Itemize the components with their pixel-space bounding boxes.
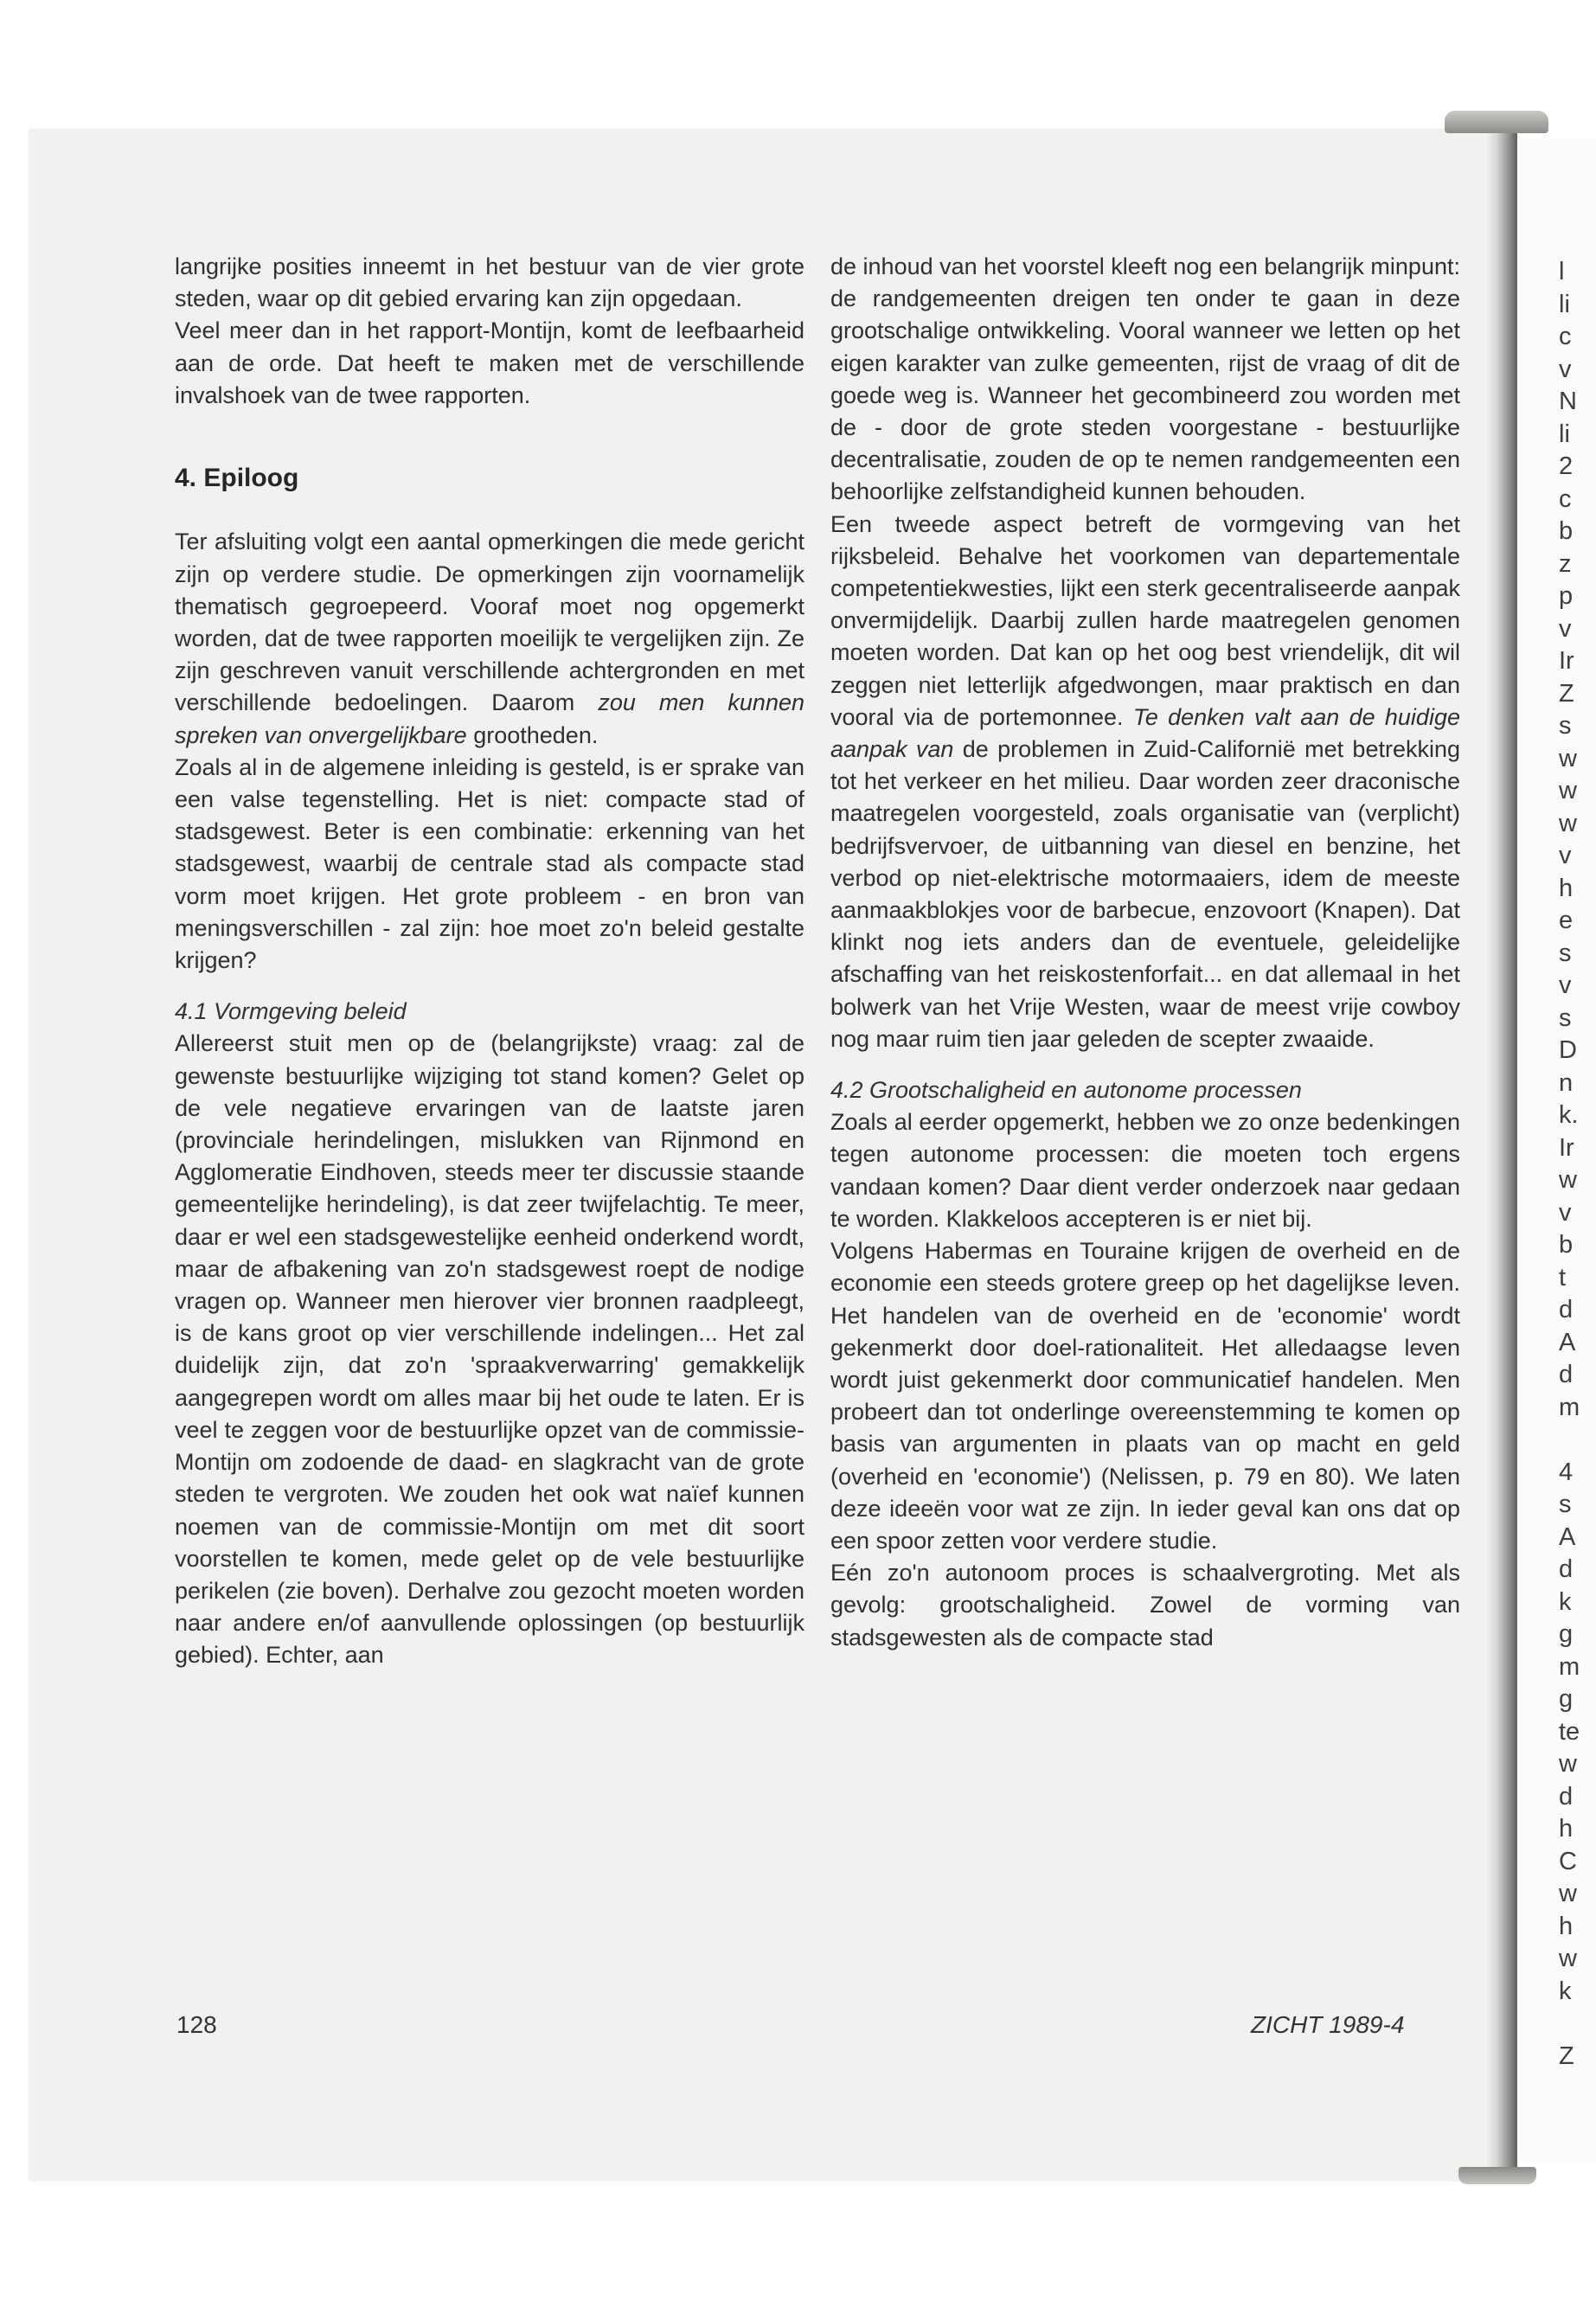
adjacent-page-fragment: c: [1559, 323, 1572, 350]
adjacent-page-fragment: w: [1559, 1750, 1577, 1778]
adjacent-page-fragment: v: [1559, 355, 1572, 383]
paragraph: Zoals al eerder opgemerkt, hebben we zo onze bedenkingen tegen autonome processen: die moeten toch ergens vandaan komen? Daar dient verder onderzoek naar gedaan te worden. Klakkeloos accepteren is er niet bij.: [830, 1109, 1460, 1232]
book-spine-shadow: [1484, 121, 1517, 2180]
adjacent-page-fragment: d: [1559, 1361, 1574, 1388]
adjacent-page-fragment: Ir: [1559, 1133, 1574, 1162]
paragraph: [175, 526, 804, 751]
adjacent-page-fragment: l: [1559, 258, 1565, 285]
adjacent-page-fragment: li: [1559, 420, 1570, 448]
left-column: [175, 251, 804, 1672]
paragraph-italic-text: Te denken valt aan de huidige aanpak van: [830, 703, 1460, 763]
adjacent-page-fragment: d: [1559, 1555, 1574, 1583]
book-binding-top: [1445, 111, 1548, 133]
adjacent-page-edge: [1517, 138, 1596, 2163]
book-binding-bottom: [1458, 2167, 1536, 2184]
paragraph: Veel meer dan in het rapport-Montijn, komt de leefbaarheid aan de orde. Dat heeft te maken met de verschillende invalshoek van de twee rapporten.: [175, 317, 804, 408]
adjacent-page-fragment: c: [1559, 484, 1572, 513]
adjacent-page-fragment: s: [1559, 1003, 1572, 1032]
subsection-heading: 4.2 Grootschaligheid en autonome processen: [830, 1077, 1302, 1104]
adjacent-page-fragment: t: [1559, 1263, 1567, 1292]
adjacent-page-fragment: g: [1559, 1620, 1574, 1648]
adjacent-page-fragment: A: [1559, 1328, 1576, 1356]
adjacent-page-fragment: k.: [1559, 1101, 1579, 1129]
adjacent-page-fragment: w: [1559, 809, 1577, 837]
adjacent-page-fragment: d: [1559, 1782, 1574, 1811]
journal-title: ZICHT 1989-4: [1251, 2011, 1405, 2038]
adjacent-page-fragment: b: [1559, 1231, 1574, 1259]
adjacent-page-fragment: 2: [1559, 452, 1574, 480]
adjacent-page-fragment: p: [1559, 582, 1574, 610]
adjacent-page-fragment: te: [1559, 1717, 1580, 1746]
adjacent-page-fragment: w: [1559, 744, 1577, 772]
paragraph: [830, 509, 1460, 1055]
paragraph: de inhoud van het voorstel kleeft nog een belangrijk minpunt: de randgemeenten dreigen ten onder te gaan in deze grootschalige ontwikkeling. Vooral wanneer we letten op het eigen karakter van zulke gemeenten, rijst de vraag of dit de goede weg is. Wanneer het gecombineerd zou worden met de - door de grote steden voorgestane - bestuurlijke decentralisatie, zouden de op te nemen randgemeenten een behoorlijke zelfstandigheid kunnen behouden.: [830, 253, 1460, 505]
paragraph-text: Een tweede aspect betreft de vormgeving van het rijksbeleid. Behalve het voorkomen van departementale competentiekwesties, lijkt een sterk gecentraliseerde aanpak onvermijdelijk. Daarbij zullen harde maatregelen genomen moeten worden. Dat kan op het oog best vriendelijk, dit wil zeggen niet letterlijk afgedwongen, maar praktisch en dan vooral via de portemonnee.: [830, 510, 1460, 730]
adjacent-page-fragment: A: [1559, 1522, 1576, 1551]
adjacent-page-fragment: v: [1559, 971, 1572, 999]
adjacent-page-fragment: Ir: [1559, 647, 1574, 675]
adjacent-page-fragment: m: [1559, 1652, 1580, 1681]
adjacent-page-fragment: m: [1559, 1393, 1580, 1421]
paragraph-text: Ter afsluiting volgt een aantal opmerkingen die mede gericht zijn op verdere studie. De opmerkingen zijn voornamelijk thematisch gegroepeerd. Vooraf moet nog opgemerkt worden, dat de twee rapporten moeilijk te vergelijken zijn. Ze zijn geschreven vanuit verschillende achtergronden en met verschillende bedoelingen. Daarom: [175, 529, 804, 716]
adjacent-page-fragment: k: [1559, 1587, 1572, 1616]
section-heading: 4. Epiloog: [175, 464, 299, 493]
adjacent-page-fragment: v: [1559, 1198, 1572, 1227]
adjacent-page-fragment: h: [1559, 874, 1574, 902]
adjacent-page-fragment: d: [1559, 1296, 1574, 1324]
paragraph: Allereerst stuit men op de (belangrijkste) vraag: zal de gewenste bestuurlijke wijziging tot stand komen? Gelet op de vele negatieve ervaringen van de laatste jaren (provinciale herindelingen, mislukken van Rijnmond en Agglomeratie Eindhoven, steeds meer ter discussie staande gemeentelijke herindeling), is dat zeer twijfelachtig. Te meer, daar er wel een stadsgewestelijke eenheid onderkend wordt, maar de afbakening van zo'n stadsgewest roept de nodige vragen op. Wanneer men hierover vier bronnen raadpleegt, is de kans groot op vier verschillende indelingen... Het zal duidelijk zijn, dat zo'n 'spraakverwarring' gemakkelijk aangegrepen wordt om alles maar bij het oude te laten. Er is veel te zeggen voor de bestuurlijke opzet van de commissie-Montijn om zodoende de daad- en slagkracht van de grote steden te vergroten. We zouden het ook wat naïef kunnen noemen van de commissie-Montijn om met dit soort voorstellen te komen, mede gelet op de vele bestuurlijke perikelen (zie boven). Derhalve zou gezocht moeten worden naar andere en/of aanvullende oplossingen (op bestuurlijk gebied). Echter, aan: [175, 1030, 804, 1669]
adjacent-page-fragment: s: [1559, 712, 1572, 740]
adjacent-page-fragment: h: [1559, 1912, 1574, 1940]
right-column: [830, 251, 1460, 1654]
adjacent-page-fragment: s: [1559, 939, 1572, 967]
adjacent-page-fragment: w: [1559, 1945, 1577, 1972]
adjacent-page-fragment: e: [1559, 907, 1574, 934]
adjacent-page-fragment: Z: [1559, 2041, 1574, 2070]
adjacent-page-fragment: D: [1559, 1036, 1577, 1064]
paragraph-text: de problemen in Zuid-Californië met betrekking tot het verkeer en het milieu. Daar worden zeer draconische maatregelen voorgesteld, zoals organisatie van (verplicht) bedrijfsvervoer, de uitbanning van diesel en benzine, het verbod op niet-elektrische motormaaiers, idem de meeste aanmaakblokjes voor de barbecue, enzovoort (Knapen). Dat klinkt nog iets anders dan de eventuele, geleidelijke afschaffing van het reiskostenforfait... en dat allemaal in het bolwerk van het Vrije Westen, waar de meest vrije cowboy nog maar ruim tien jaar geleden de scepter zwaaide.: [830, 736, 1460, 1052]
adjacent-page-fragment: v: [1559, 842, 1572, 869]
adjacent-page-fragment: w: [1559, 1166, 1577, 1194]
paragraph-italic-text: zou men kunnen spreken van onvergelijkbare: [175, 689, 804, 748]
paragraph-text: grootheden.: [473, 721, 599, 748]
adjacent-page-fragment: w: [1559, 777, 1577, 804]
adjacent-page-fragment: b: [1559, 517, 1574, 545]
adjacent-page-fragment: w: [1559, 1880, 1577, 1907]
paragraph: langrijke posities inneemt in het bestuur van de vier grote steden, waar op dit gebied ervaring kan zijn opgedaan.: [175, 253, 804, 312]
adjacent-page-fragment: g: [1559, 1685, 1574, 1713]
adjacent-page-fragment: N: [1559, 388, 1577, 415]
adjacent-page-fragment: li: [1559, 290, 1570, 318]
adjacent-page-fragment: z: [1559, 549, 1572, 578]
paragraph: Zoals al in de algemene inleiding is gesteld, is er sprake van een valse tegenstelling. Het is niet: compacte stad of stadsgewest. Beter is een combinatie: erkenning van het stadsgewest, waarbij de centrale stad als compacte stad vorm moet krijgen. Het grote probleem - en bron van meningsverschillen - zal zijn: hoe moet zo'n beleid gestalte krijgen?: [175, 753, 804, 974]
adjacent-page-fragment: n: [1559, 1068, 1574, 1097]
page-number: 128: [176, 2011, 217, 2038]
adjacent-page-fragment: C: [1559, 1847, 1577, 1875]
paragraph: Volgens Habermas en Touraine krijgen de overheid en de economie een steeds grotere greep op het dagelijkse leven. Het handelen van de overheid en de 'economie' wordt gekenmerkt door doel-rationaliteit. Het alledaagse leven wordt juist gekenmerkt door communicatief handelen. Men probeert dan tot onderlinge overeenstemming te komen op basis van argumenten in plaats van op macht en geld (overheid en 'economie') (Nelissen, p. 79 en 80). We laten deze ideeën voor wat ze zijn. In ieder geval kan ons dat op een spoor zetten voor verdere studie.: [830, 1238, 1460, 1554]
subsection-heading: 4.1 Vormgeving beleid: [175, 998, 407, 1025]
adjacent-page-fragment: s: [1559, 1490, 1572, 1518]
adjacent-page-fragment: k: [1559, 1977, 1572, 2005]
paragraph: Eén zo'n autonoom proces is schaalvergroting. Met als gevolg: grootschaligheid. Zowel de vorming van stadsgewesten als de compacte stad: [830, 1560, 1460, 1650]
adjacent-page-fragment: v: [1559, 614, 1572, 643]
adjacent-page-fragment: 4: [1559, 1458, 1574, 1486]
adjacent-page-fragment: h: [1559, 1815, 1574, 1843]
adjacent-page-fragment: Z: [1559, 679, 1574, 708]
